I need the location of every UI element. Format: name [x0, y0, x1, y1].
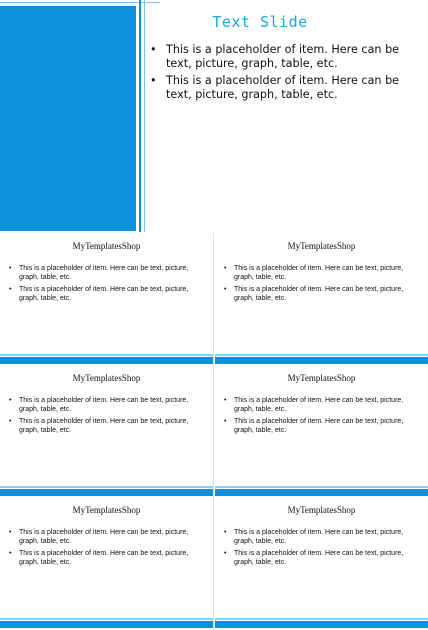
- footer-bar: [215, 621, 428, 628]
- bullet-item: • This is a placeholder of item. Here can be text, picture, graph, table, etc.: [8, 396, 206, 414]
- footer-stripe: [0, 486, 213, 488]
- brand-label: MyTemplatesShop: [287, 373, 356, 383]
- footer-bar: [0, 489, 213, 496]
- bullet-list: [148, 43, 413, 105]
- footer-bar: [215, 357, 428, 364]
- footer-stripe: [215, 354, 428, 356]
- bullet-item: • This is a placeholder of item. Here can be text, picture, graph, table, etc.: [8, 285, 206, 303]
- bullet-item: • This is a placeholder of item. Here can be text, picture, graph, table, etc.: [8, 528, 206, 546]
- grid-divider: [213, 233, 214, 630]
- slide-thumbnail[interactable]: [215, 365, 428, 496]
- bullet-list: [223, 264, 421, 306]
- slide-thumbnail[interactable]: [0, 233, 213, 364]
- bullet-list: [223, 528, 421, 570]
- footer-bar: [0, 357, 213, 364]
- slide-thumbnail[interactable]: [0, 497, 213, 628]
- bullet-item: • This is a placeholder of item. Here can be text, picture, graph, table, etc.: [8, 417, 206, 435]
- bullet-item: • This is a placeholder of item. Here can be text, picture, graph, table, etc.: [148, 74, 413, 102]
- bullet-item: • This is a placeholder of item. Here can be text, picture, graph, table, etc.: [223, 417, 421, 435]
- bullet-item: • This is a placeholder of item. Here can be text, picture, graph, table, etc.: [8, 264, 206, 282]
- bullet-item: • This is a placeholder of item. Here can be text, picture, graph, table, etc.: [223, 528, 421, 546]
- brand-label: MyTemplatesShop: [72, 373, 141, 383]
- bullet-list: [223, 396, 421, 438]
- bullet-item: • This is a placeholder of item. Here can be text, picture, graph, table, etc.: [148, 43, 413, 71]
- bullet-item: • This is a placeholder of item. Here can be text, picture, graph, table, etc.: [223, 264, 421, 282]
- brand-label: MyTemplatesShop: [72, 241, 141, 251]
- bullet-item: • This is a placeholder of item. Here can be text, picture, graph, table, etc.: [223, 396, 421, 414]
- slide-title: Text Slide: [212, 13, 308, 31]
- bullet-item: • This is a placeholder of item. Here can be text, picture, graph, table, etc.: [223, 549, 421, 567]
- footer-bar: [0, 621, 213, 628]
- bullet-item: • This is a placeholder of item. Here can be text, picture, graph, table, etc.: [223, 285, 421, 303]
- slide-thumbnail[interactable]: [0, 365, 213, 496]
- decorative-vertical-line: [139, 0, 141, 232]
- brand-label: MyTemplatesShop: [287, 505, 356, 515]
- blue-side-panel: [0, 6, 136, 231]
- footer-stripe: [0, 354, 213, 356]
- footer-stripe: [215, 486, 428, 488]
- footer-bar: [215, 489, 428, 496]
- brand-label: MyTemplatesShop: [72, 505, 141, 515]
- bullet-list: [8, 396, 206, 438]
- bullet-list: [8, 528, 206, 570]
- footer-stripe: [215, 618, 428, 620]
- footer-stripe: [0, 618, 213, 620]
- bullet-list: [8, 264, 206, 306]
- decorative-vertical-line: [144, 0, 145, 232]
- decorative-top-line: [0, 2, 160, 3]
- slide-thumbnail[interactable]: [215, 233, 428, 364]
- hero-slide[interactable]: [0, 0, 428, 233]
- slide-thumbnail[interactable]: [215, 497, 428, 628]
- brand-label: MyTemplatesShop: [287, 241, 356, 251]
- bullet-item: • This is a placeholder of item. Here can be text, picture, graph, table, etc.: [8, 549, 206, 567]
